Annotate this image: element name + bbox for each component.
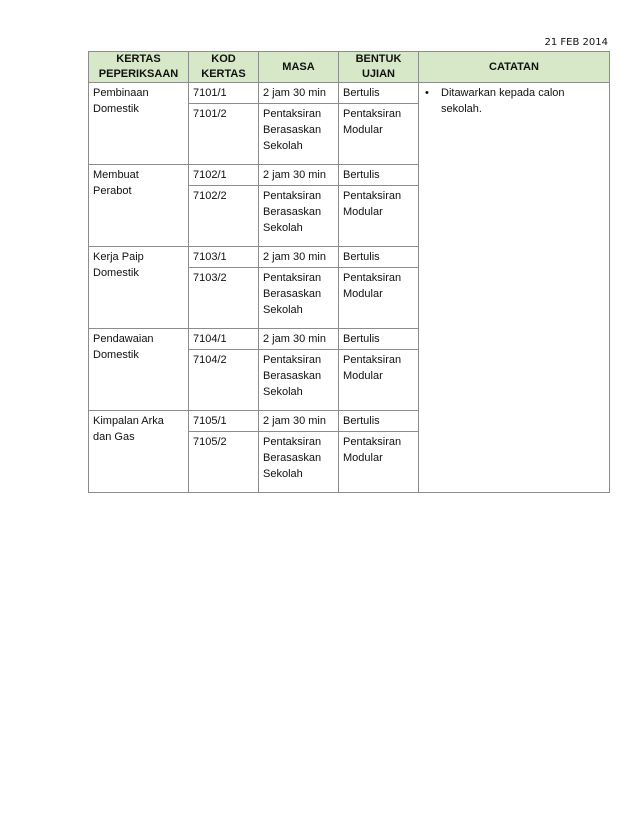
paper-code-cell: 7102/1 bbox=[189, 165, 259, 186]
subject-line: Pembinaan bbox=[93, 87, 149, 99]
header-line: BENTUK bbox=[355, 53, 402, 65]
paper-code-cell: 7104/2 bbox=[189, 350, 259, 411]
duration-cell bbox=[259, 165, 339, 186]
duration-line: Pentaksiran bbox=[263, 272, 322, 284]
table-row bbox=[89, 83, 610, 104]
subject-line: Domestik bbox=[93, 103, 139, 115]
subject-line: Perabot bbox=[93, 185, 132, 197]
test-type-line: Bertulis bbox=[343, 169, 380, 181]
duration-cell bbox=[259, 83, 339, 104]
duration-line: 2 jam 30 min bbox=[263, 415, 326, 427]
test-type-line: Bertulis bbox=[343, 415, 380, 427]
header-kod-kertas bbox=[189, 52, 259, 83]
subject-line: Domestik bbox=[93, 349, 139, 361]
notes-list bbox=[423, 85, 605, 117]
test-type-line: Bertulis bbox=[343, 87, 380, 99]
paper-code-cell: 7104/1 bbox=[189, 329, 259, 350]
duration-line: 2 jam 30 min bbox=[263, 87, 326, 99]
header-line: PEPERIKSAAN bbox=[98, 68, 179, 80]
duration-line: 2 jam 30 min bbox=[263, 251, 326, 263]
subject-line: Kimpalan Arka bbox=[93, 415, 164, 427]
subject-line: Pendawaian bbox=[93, 333, 154, 345]
subject-line: Domestik bbox=[93, 267, 139, 279]
test-type-line: Pentaksiran bbox=[343, 108, 402, 120]
duration-cell bbox=[259, 268, 339, 329]
subject-line: dan Gas bbox=[93, 431, 135, 443]
duration-line: Sekolah bbox=[263, 140, 303, 152]
notes-cell bbox=[419, 83, 610, 493]
document-date: 21 FEB 2014 bbox=[544, 37, 608, 48]
note-item bbox=[423, 85, 605, 117]
duration-line: Sekolah bbox=[263, 468, 303, 480]
test-type-line: Modular bbox=[343, 370, 383, 382]
test-type-line: Bertulis bbox=[343, 333, 380, 345]
test-type-cell bbox=[339, 247, 419, 268]
header-kertas-peperiksaan bbox=[89, 52, 189, 83]
test-type-cell bbox=[339, 104, 419, 165]
duration-line: Sekolah bbox=[263, 304, 303, 316]
paper-code-cell: 7103/1 bbox=[189, 247, 259, 268]
duration-line: Pentaksiran bbox=[263, 108, 322, 120]
duration-line: Berasaskan bbox=[263, 370, 322, 382]
paper-code-cell: 7105/2 bbox=[189, 432, 259, 493]
table-body bbox=[89, 83, 610, 493]
bullet-icon: • bbox=[425, 87, 429, 99]
subject-cell bbox=[89, 247, 189, 329]
header-line: UJIAN bbox=[361, 68, 395, 80]
test-type-cell bbox=[339, 350, 419, 411]
header-line: CATATAN bbox=[489, 60, 539, 73]
duration-line: Pentaksiran bbox=[263, 354, 322, 366]
paper-code-cell: 7101/1 bbox=[189, 83, 259, 104]
duration-line: Berasaskan bbox=[263, 124, 322, 136]
duration-line: 2 jam 30 min bbox=[263, 333, 326, 345]
header-line: KERTAS bbox=[201, 68, 246, 80]
subject-line: Kerja Paip bbox=[93, 251, 144, 263]
subject-cell bbox=[89, 83, 189, 165]
test-type-line: Pentaksiran bbox=[343, 436, 402, 448]
subject-cell bbox=[89, 329, 189, 411]
paper-code-cell: 7105/1 bbox=[189, 411, 259, 432]
test-type-cell bbox=[339, 432, 419, 493]
note-text: Ditawarkan kepada calon sekolah. bbox=[441, 87, 565, 115]
duration-cell bbox=[259, 432, 339, 493]
header-catatan bbox=[419, 52, 610, 83]
test-type-line: Pentaksiran bbox=[343, 354, 402, 366]
test-type-line: Modular bbox=[343, 288, 383, 300]
paper-code-cell: 7101/2 bbox=[189, 104, 259, 165]
test-type-line: Bertulis bbox=[343, 251, 380, 263]
exam-table bbox=[88, 51, 610, 493]
test-type-cell bbox=[339, 411, 419, 432]
duration-cell bbox=[259, 350, 339, 411]
subject-cell bbox=[89, 411, 189, 493]
test-type-cell bbox=[339, 165, 419, 186]
test-type-line: Modular bbox=[343, 206, 383, 218]
test-type-cell bbox=[339, 186, 419, 247]
header-line: MASA bbox=[282, 60, 315, 73]
duration-line: Berasaskan bbox=[263, 206, 322, 218]
duration-line: Pentaksiran bbox=[263, 436, 322, 448]
paper-code-cell: 7102/2 bbox=[189, 186, 259, 247]
duration-line: Sekolah bbox=[263, 386, 303, 398]
duration-line: Berasaskan bbox=[263, 452, 322, 464]
duration-cell bbox=[259, 186, 339, 247]
header-masa bbox=[259, 52, 339, 83]
duration-cell bbox=[259, 411, 339, 432]
duration-cell bbox=[259, 104, 339, 165]
subject-line: Membuat bbox=[93, 169, 139, 181]
duration-cell bbox=[259, 247, 339, 268]
paper-code-cell: 7103/2 bbox=[189, 268, 259, 329]
header-bentuk-ujian bbox=[339, 52, 419, 83]
header-line: KOD bbox=[211, 53, 236, 65]
duration-line: 2 jam 30 min bbox=[263, 169, 326, 181]
header-line: KERTAS bbox=[116, 53, 161, 65]
test-type-line: Modular bbox=[343, 124, 383, 136]
table-header-row bbox=[89, 52, 610, 83]
test-type-line: Pentaksiran bbox=[343, 272, 402, 284]
test-type-cell bbox=[339, 83, 419, 104]
test-type-line: Modular bbox=[343, 452, 383, 464]
duration-line: Pentaksiran bbox=[263, 190, 322, 202]
duration-line: Sekolah bbox=[263, 222, 303, 234]
test-type-line: Pentaksiran bbox=[343, 190, 402, 202]
test-type-cell bbox=[339, 329, 419, 350]
test-type-cell bbox=[339, 268, 419, 329]
duration-cell bbox=[259, 329, 339, 350]
subject-cell bbox=[89, 165, 189, 247]
duration-line: Berasaskan bbox=[263, 288, 322, 300]
